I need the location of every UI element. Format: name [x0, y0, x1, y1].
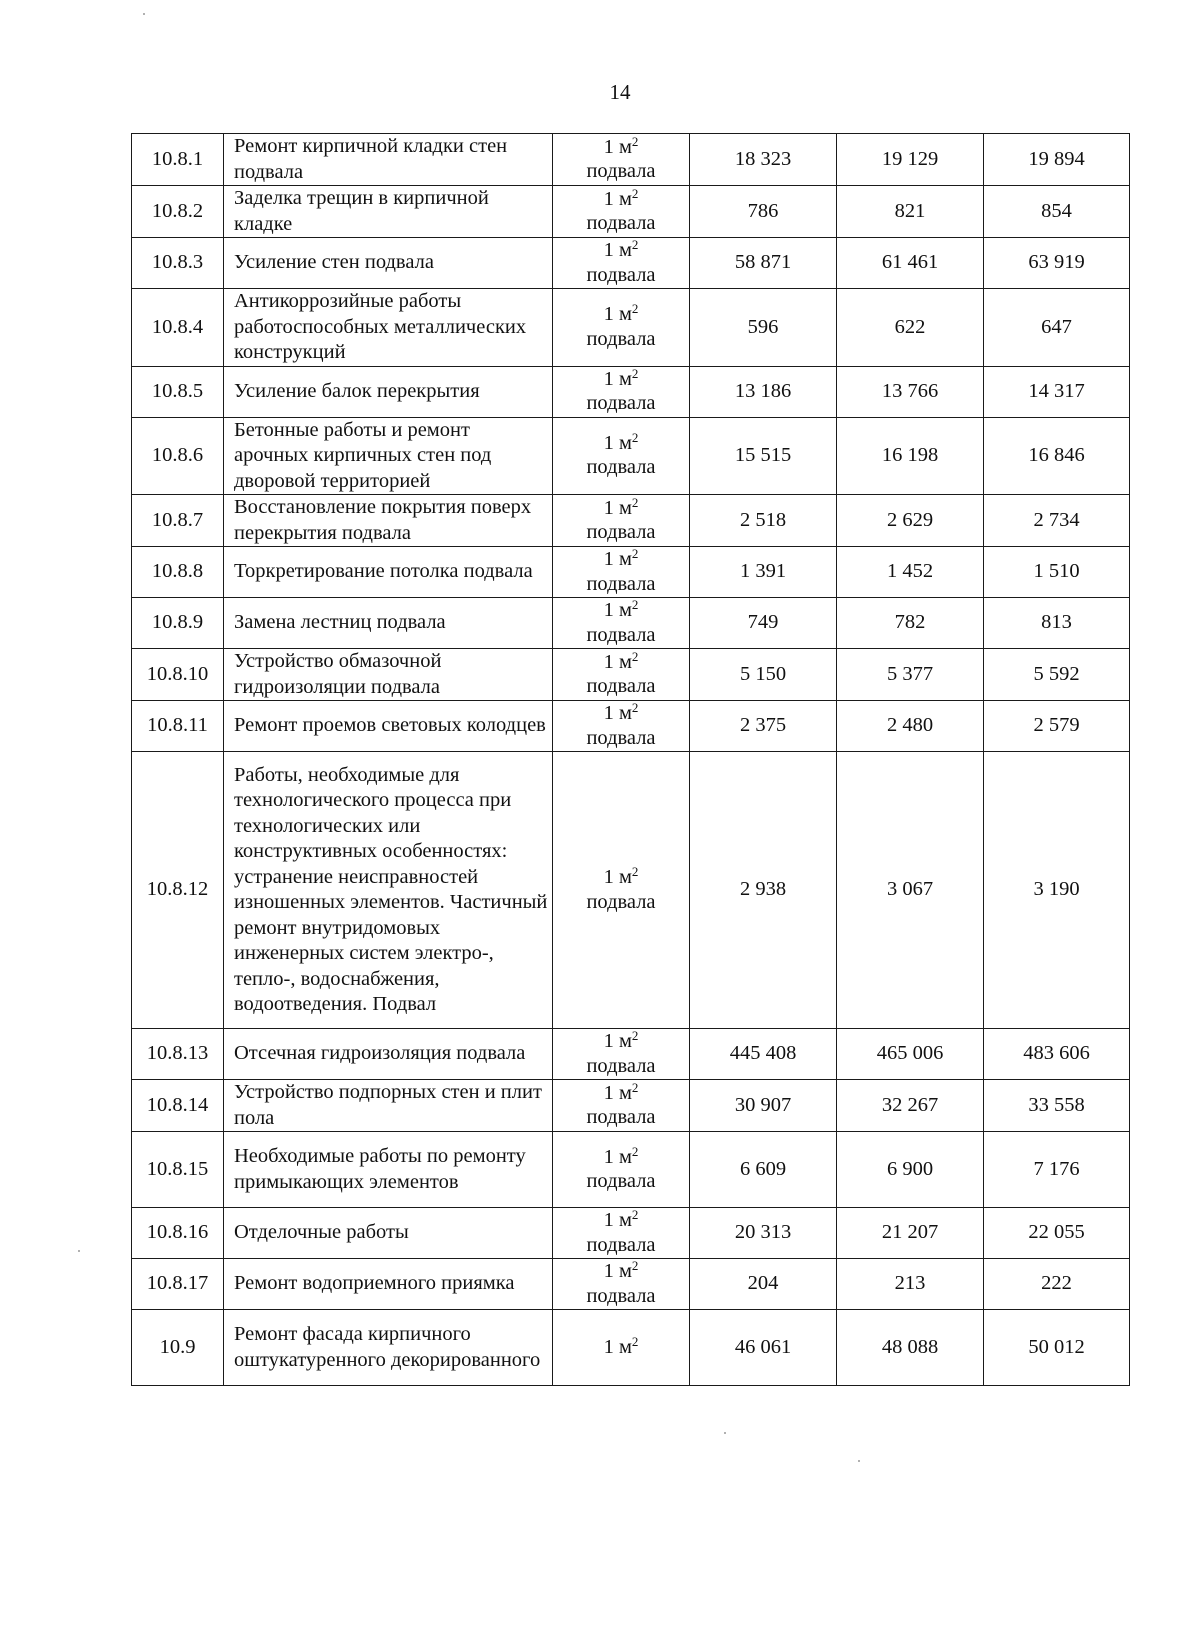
- row-work-name: Антикоррозийные работы работоспособных металлических конструкций: [224, 289, 553, 367]
- row-price-1: 58 871: [690, 238, 837, 289]
- unit-exponent: 2: [631, 1333, 639, 1349]
- unit-base: 1 м: [603, 702, 632, 724]
- row-work-name: Ремонт водоприемного приямка: [224, 1259, 553, 1310]
- scan-speck: [143, 13, 145, 15]
- unit-location: подвала: [586, 456, 656, 479]
- scan-speck: [858, 1460, 860, 1462]
- row-unit: [553, 1208, 690, 1259]
- unit-location: подвала: [586, 212, 656, 234]
- table-row: [132, 598, 1130, 649]
- unit-measure: [553, 135, 689, 161]
- unit-measure: [553, 547, 689, 573]
- row-unit: [553, 701, 690, 752]
- unit-base: 1 м: [603, 1081, 632, 1104]
- row-price-3: 3 190: [984, 752, 1130, 1029]
- row-code: 10.8.8: [132, 547, 224, 598]
- row-price-2: 48 088: [837, 1310, 984, 1386]
- unit-measure: [553, 1145, 689, 1171]
- unit-exponent: 2: [631, 133, 639, 149]
- row-work-name: Усиление стен подвала: [224, 238, 553, 289]
- row-price-3: 14 317: [984, 366, 1130, 417]
- row-code: 10.8.16: [132, 1208, 224, 1259]
- unit-location: подвала: [586, 1233, 656, 1256]
- row-work-name: Усиление балок перекрытия: [224, 366, 553, 417]
- row-price-1: 30 907: [690, 1080, 837, 1132]
- row-unit: [553, 186, 690, 238]
- row-price-3: 813: [984, 598, 1130, 649]
- table-row: [132, 701, 1130, 752]
- table-row: [132, 649, 1130, 701]
- row-code: 10.8.3: [132, 238, 224, 289]
- row-price-3: 854: [984, 186, 1130, 238]
- table-row: [132, 238, 1130, 289]
- unit-base: 1 м: [603, 303, 632, 326]
- row-price-3: 5 592: [984, 649, 1130, 701]
- row-price-3: 222: [984, 1259, 1130, 1310]
- row-unit: [553, 366, 690, 417]
- row-price-2: 2 480: [837, 701, 984, 752]
- row-code: 10.8.12: [132, 752, 224, 1029]
- table-row: [132, 495, 1130, 547]
- unit-base: 1 м: [603, 239, 632, 261]
- row-price-3: 63 919: [984, 238, 1130, 289]
- row-price-1: 20 313: [690, 1208, 837, 1259]
- row-code: 10.8.2: [132, 186, 224, 238]
- row-code: 10.8.5: [132, 366, 224, 417]
- row-work-name: Ремонт фасада кирпичного оштукатуренного декорированного: [224, 1310, 553, 1386]
- unit-location: подвала: [586, 1054, 656, 1077]
- row-work-name: Восстановление покрытия поверх перекрытия подвала: [224, 495, 553, 547]
- row-price-2: 2 629: [837, 495, 984, 547]
- unit-exponent: 2: [631, 429, 639, 445]
- unit-measure: [553, 1081, 689, 1107]
- unit-measure: [553, 701, 689, 727]
- row-price-2: 213: [837, 1259, 984, 1310]
- unit-location: подвала: [586, 263, 656, 286]
- unit-base: 1 м: [603, 496, 632, 519]
- row-work-name: Устройство обмазочной гидроизоляции подвала: [224, 649, 553, 701]
- row-unit: [553, 598, 690, 649]
- row-price-3: 22 055: [984, 1208, 1130, 1259]
- table-row: [132, 289, 1130, 367]
- unit-exponent: 2: [631, 597, 639, 612]
- unit-exponent: 2: [631, 1079, 639, 1095]
- unit-measure: [553, 1029, 689, 1055]
- row-unit: [553, 289, 690, 367]
- row-unit: [553, 238, 690, 289]
- row-unit: [553, 1259, 690, 1310]
- unit-base: 1 м: [603, 599, 632, 621]
- row-price-2: 61 461: [837, 238, 984, 289]
- row-price-3: 33 558: [984, 1080, 1130, 1132]
- unit-base: 1 м: [603, 135, 632, 158]
- row-work-name: Ремонт проемов световых колодцев: [224, 701, 553, 752]
- row-work-name: Работы, необходимые для технологического процесса при технологических или конструктивных особенностях: устранение неисправностей изношенных элементов. Частичный ремонт внутридомовых инженерных систем электро-, тепло-, водоснабжения, водоотведения. Подвал: [224, 752, 553, 1029]
- row-code: 10.8.11: [132, 701, 224, 752]
- unit-location: подвала: [586, 726, 656, 749]
- row-code: 10.8.9: [132, 598, 224, 649]
- unit-exponent: 2: [631, 237, 639, 252]
- row-price-2: 6 900: [837, 1132, 984, 1208]
- unit-exponent: 2: [631, 185, 639, 201]
- row-work-name: Отсечная гидроизоляция подвала: [224, 1029, 553, 1080]
- row-price-2: 16 198: [837, 417, 984, 495]
- unit-exponent: 2: [631, 1258, 639, 1273]
- row-price-2: 3 067: [837, 752, 984, 1029]
- page-number: 14: [609, 80, 631, 104]
- unit-exponent: 2: [631, 1143, 639, 1159]
- unit-measure: [553, 431, 689, 457]
- row-price-1: 1 391: [690, 547, 837, 598]
- row-price-1: 2 375: [690, 701, 837, 752]
- row-code: 10.8.1: [132, 134, 224, 186]
- row-price-1: 18 323: [690, 134, 837, 186]
- row-code: 10.8.6: [132, 417, 224, 495]
- row-work-name: Необходимые работы по ремонту примыкающих элементов: [224, 1132, 553, 1208]
- unit-measure: [553, 1259, 689, 1285]
- row-unit: [553, 134, 690, 186]
- row-price-2: 622: [837, 289, 984, 367]
- unit-base: 1 м: [603, 1145, 632, 1168]
- table-row: [132, 1259, 1130, 1310]
- row-price-3: 16 846: [984, 417, 1130, 495]
- row-price-2: 21 207: [837, 1208, 984, 1259]
- unit-measure: [553, 650, 689, 676]
- unit-measure: [553, 1208, 689, 1234]
- table-row: [132, 1310, 1130, 1386]
- unit-base: 1 м: [603, 1209, 632, 1231]
- row-price-2: 19 129: [837, 134, 984, 186]
- unit-location: подвала: [586, 1284, 656, 1307]
- row-work-name: Устройство подпорных стен и плит пола: [224, 1080, 553, 1132]
- row-code: 10.8.4: [132, 289, 224, 367]
- table-row: [132, 1080, 1130, 1132]
- row-price-1: 2 938: [690, 752, 837, 1029]
- table-row: [132, 134, 1130, 186]
- row-unit: [553, 1080, 690, 1132]
- row-price-2: 1 452: [837, 547, 984, 598]
- unit-location: подвала: [586, 675, 656, 697]
- row-unit: [553, 417, 690, 495]
- row-price-1: 6 609: [690, 1132, 837, 1208]
- unit-base: 1 м: [603, 1030, 632, 1052]
- row-price-3: 50 012: [984, 1310, 1130, 1386]
- unit-exponent: 2: [631, 1028, 639, 1043]
- unit-base: 1 м: [603, 187, 632, 210]
- row-unit: [553, 1310, 690, 1386]
- row-code: 10.9: [132, 1310, 224, 1386]
- unit-base: 1 м: [603, 431, 632, 454]
- row-work-name: Торкретирование потолка подвала: [224, 547, 553, 598]
- table-row: [132, 1132, 1130, 1208]
- row-price-3: 483 606: [984, 1029, 1130, 1080]
- row-unit: [553, 1029, 690, 1080]
- row-unit: [553, 495, 690, 547]
- row-price-2: 5 377: [837, 649, 984, 701]
- unit-location: подвала: [586, 160, 656, 182]
- unit-measure: [553, 865, 689, 891]
- row-price-2: 465 006: [837, 1029, 984, 1080]
- unit-measure: [553, 598, 689, 624]
- row-price-3: 2 734: [984, 495, 1130, 547]
- unit-exponent: 2: [631, 301, 639, 317]
- unit-location: подвала: [586, 623, 656, 646]
- table-row: [132, 366, 1130, 417]
- price-table: [131, 133, 1130, 1386]
- row-price-1: 749: [690, 598, 837, 649]
- table-row: [132, 1029, 1130, 1080]
- unit-measure: [553, 367, 689, 393]
- row-code: 10.8.7: [132, 495, 224, 547]
- row-price-1: 5 150: [690, 649, 837, 701]
- unit-exponent: 2: [631, 864, 639, 879]
- row-price-3: 647: [984, 289, 1130, 367]
- unit-location: подвала: [586, 572, 656, 595]
- row-price-2: 32 267: [837, 1080, 984, 1132]
- unit-measure: [553, 1335, 689, 1361]
- row-code: 10.8.10: [132, 649, 224, 701]
- row-price-1: 596: [690, 289, 837, 367]
- row-price-1: 445 408: [690, 1029, 837, 1080]
- unit-exponent: 2: [631, 700, 639, 715]
- row-price-1: 204: [690, 1259, 837, 1310]
- row-work-name: Бетонные работы и ремонт арочных кирпичных стен под дворовой территорией: [224, 417, 553, 495]
- unit-measure: [553, 238, 689, 264]
- unit-base: 1 м: [603, 1260, 632, 1282]
- row-code: 10.8.14: [132, 1080, 224, 1132]
- unit-exponent: 2: [631, 494, 639, 510]
- row-price-2: 13 766: [837, 366, 984, 417]
- unit-measure: [553, 302, 689, 328]
- row-work-name: Заделка трещин в кирпичной кладке: [224, 186, 553, 238]
- unit-location: подвала: [586, 521, 656, 543]
- row-price-3: 7 176: [984, 1132, 1130, 1208]
- row-code: 10.8.13: [132, 1029, 224, 1080]
- unit-measure: [553, 187, 689, 213]
- unit-location: подвала: [586, 327, 656, 350]
- unit-base: 1 м: [603, 866, 632, 888]
- table-row: [132, 1208, 1130, 1259]
- table-row: [132, 186, 1130, 238]
- unit-base: 1 м: [603, 367, 632, 390]
- row-unit: [553, 547, 690, 598]
- row-code: 10.8.15: [132, 1132, 224, 1208]
- unit-base: 1 м: [603, 650, 632, 673]
- table-row: [132, 417, 1130, 495]
- unit-exponent: 2: [631, 546, 639, 561]
- row-price-3: 2 579: [984, 701, 1130, 752]
- unit-exponent: 2: [631, 648, 639, 664]
- row-price-1: 13 186: [690, 366, 837, 417]
- unit-exponent: 2: [631, 365, 639, 381]
- table-row: [132, 752, 1130, 1029]
- unit-location: подвала: [586, 392, 656, 414]
- unit-location: подвала: [586, 1106, 656, 1128]
- row-unit: [553, 649, 690, 701]
- scan-speck: [78, 1250, 80, 1252]
- table-row: [132, 547, 1130, 598]
- row-code: 10.8.17: [132, 1259, 224, 1310]
- unit-base: 1 м: [603, 548, 632, 570]
- row-price-1: 46 061: [690, 1310, 837, 1386]
- unit-base: 1 м: [603, 1335, 632, 1358]
- row-unit: [553, 752, 690, 1029]
- unit-location: подвала: [586, 1170, 656, 1192]
- row-unit: [553, 1132, 690, 1208]
- scan-speck: [724, 1432, 726, 1434]
- row-price-1: 2 518: [690, 495, 837, 547]
- row-price-2: 821: [837, 186, 984, 238]
- row-price-1: 786: [690, 186, 837, 238]
- row-price-3: 19 894: [984, 134, 1130, 186]
- row-price-1: 15 515: [690, 417, 837, 495]
- row-price-2: 782: [837, 598, 984, 649]
- unit-exponent: 2: [631, 1207, 639, 1222]
- row-work-name: Замена лестниц подвала: [224, 598, 553, 649]
- unit-measure: [553, 496, 689, 522]
- row-work-name: Ремонт кирпичной кладки стен подвала: [224, 134, 553, 186]
- row-work-name: Отделочные работы: [224, 1208, 553, 1259]
- unit-location: подвала: [586, 890, 656, 913]
- row-price-3: 1 510: [984, 547, 1130, 598]
